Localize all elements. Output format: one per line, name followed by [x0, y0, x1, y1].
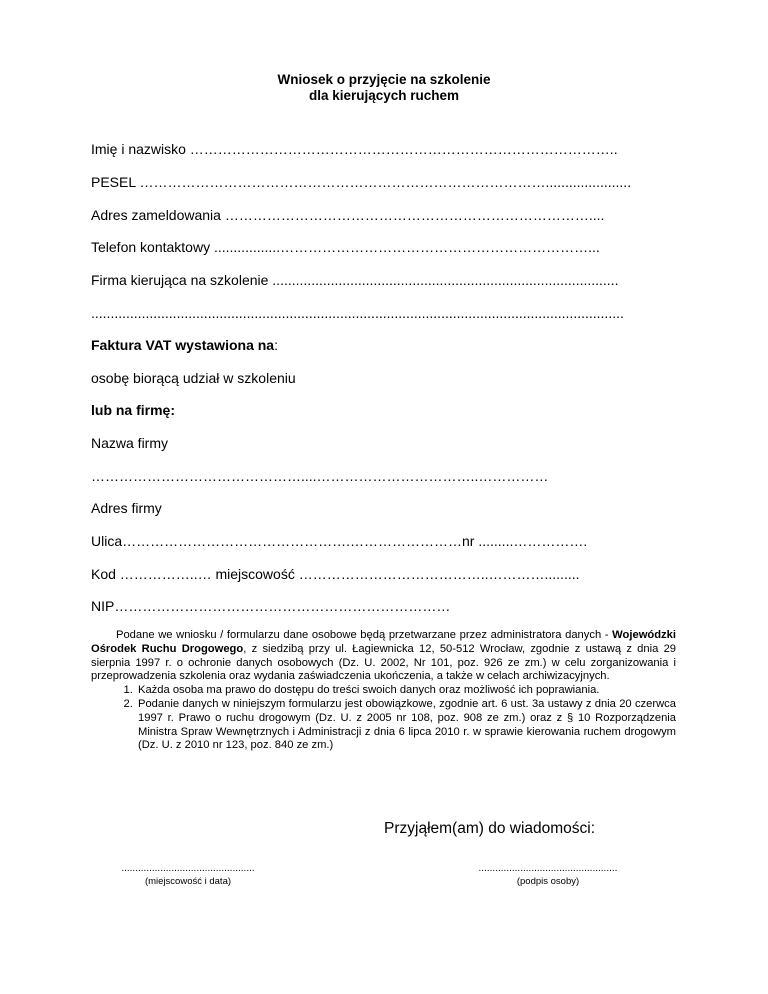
or-company-heading: lub na firmę: — [91, 402, 176, 418]
invoice-heading — [91, 336, 278, 354]
place-date-line[interactable]: ................................................ — [121, 863, 255, 874]
invoice-heading-colon: : — [274, 337, 278, 353]
notice-intro: Podane we wniosku / formularzu dane osobowe będą przetwarzane przez administratora danych - Wojewódzki Ośrodek Ruchu Drogowego, z siedzibą przy ul. Łagiewnicka 12, 50-512 Wrocław, zgodnie z ustawą z dnia 29 sierpnia 1997 r. o ochronie danych osobowych (Dz. U. 2002, Nr 101, poz. 926 ze zm.) w celu zorganizowania i przeprowadzenia szkolenia oraz wydania zaświadczenia ukończenia, a także w celach archiwizacyjnych. — [91, 629, 677, 683]
administrator-name: Wojewódzki Ośrodek Ruchu Drogowego — [91, 629, 676, 655]
notice-list — [91, 684, 676, 753]
invoice-heading-text: Faktura VAT wystawiona na — [91, 337, 275, 353]
postal-city-field[interactable]: Kod ……………..… miejscowość …………………………………..…………......... — [91, 566, 580, 582]
company-field[interactable]: Firma kierująca na szkolenie ......................................................................................... — [91, 272, 619, 288]
company-name-label: Nazwa firmy — [91, 435, 169, 451]
place-date-signature — [100, 863, 276, 888]
acknowledgement-text: Przyjąłem(am) do wiadomości: — [384, 820, 596, 837]
person-option: osobę biorącą udział w szkoleniu — [91, 370, 296, 386]
phone-field[interactable]: Telefon kontaktowy .................…………………………………………………………... — [91, 239, 600, 255]
signature-line[interactable]: .................................................. — [478, 863, 618, 874]
place-date-caption: (miejscowość i data) — [144, 876, 232, 887]
address-field[interactable]: Adres zameldowania …………………………………………………………………….... — [91, 207, 605, 223]
nip-field[interactable]: NIP……………………………………………………………… — [91, 598, 451, 614]
data-protection-notice — [91, 629, 676, 753]
name-field[interactable]: Imię i nazwisko ……………………………………………………………………………….. — [91, 141, 618, 157]
form-title — [0, 72, 768, 104]
notice-item: 1. Każda osoba ma prawo do dostępu do treści swoich danych oraz możliwość ich poprawiania. — [136, 684, 676, 698]
title-line-1: Wniosek o przyjęcie na szkolenie — [277, 72, 491, 87]
person-signature — [455, 863, 641, 888]
notice-item: 2. Podanie danych w niniejszym formularzu jest obowiązkowe, zgodnie art. 6 ust. 3a ustawy z dnia 20 czerwca 1997 r. Prawo o ruchu drogowym (Dz. U. z 2005 nr 108, poz. 908 ze zm.) oraz z § 10 Rozporządzenia Ministra Spraw Wewnętrznych i Administracji z dnia 6 lipca 2010 r. w sprawie kierowania ruchem drogowym (Dz. U. z 2010 nr 123, poz. 840 ze zm.) — [136, 698, 676, 753]
pesel-field[interactable]: PESEL ……………………………………………………………………………...................... — [91, 174, 632, 190]
company-address-label: Adres firmy — [91, 500, 162, 516]
street-field[interactable]: Ulica………………………………………….……………………nr .........……………. — [91, 533, 588, 549]
signature-caption: (podpis osoby) — [516, 876, 580, 887]
extra-line-field[interactable]: ......................................................................................................................................... — [91, 305, 624, 321]
title-line-2: dla kierujących ruchem — [308, 88, 460, 103]
company-name-field[interactable]: ………………………………………....……………………………..…………… — [91, 468, 549, 484]
